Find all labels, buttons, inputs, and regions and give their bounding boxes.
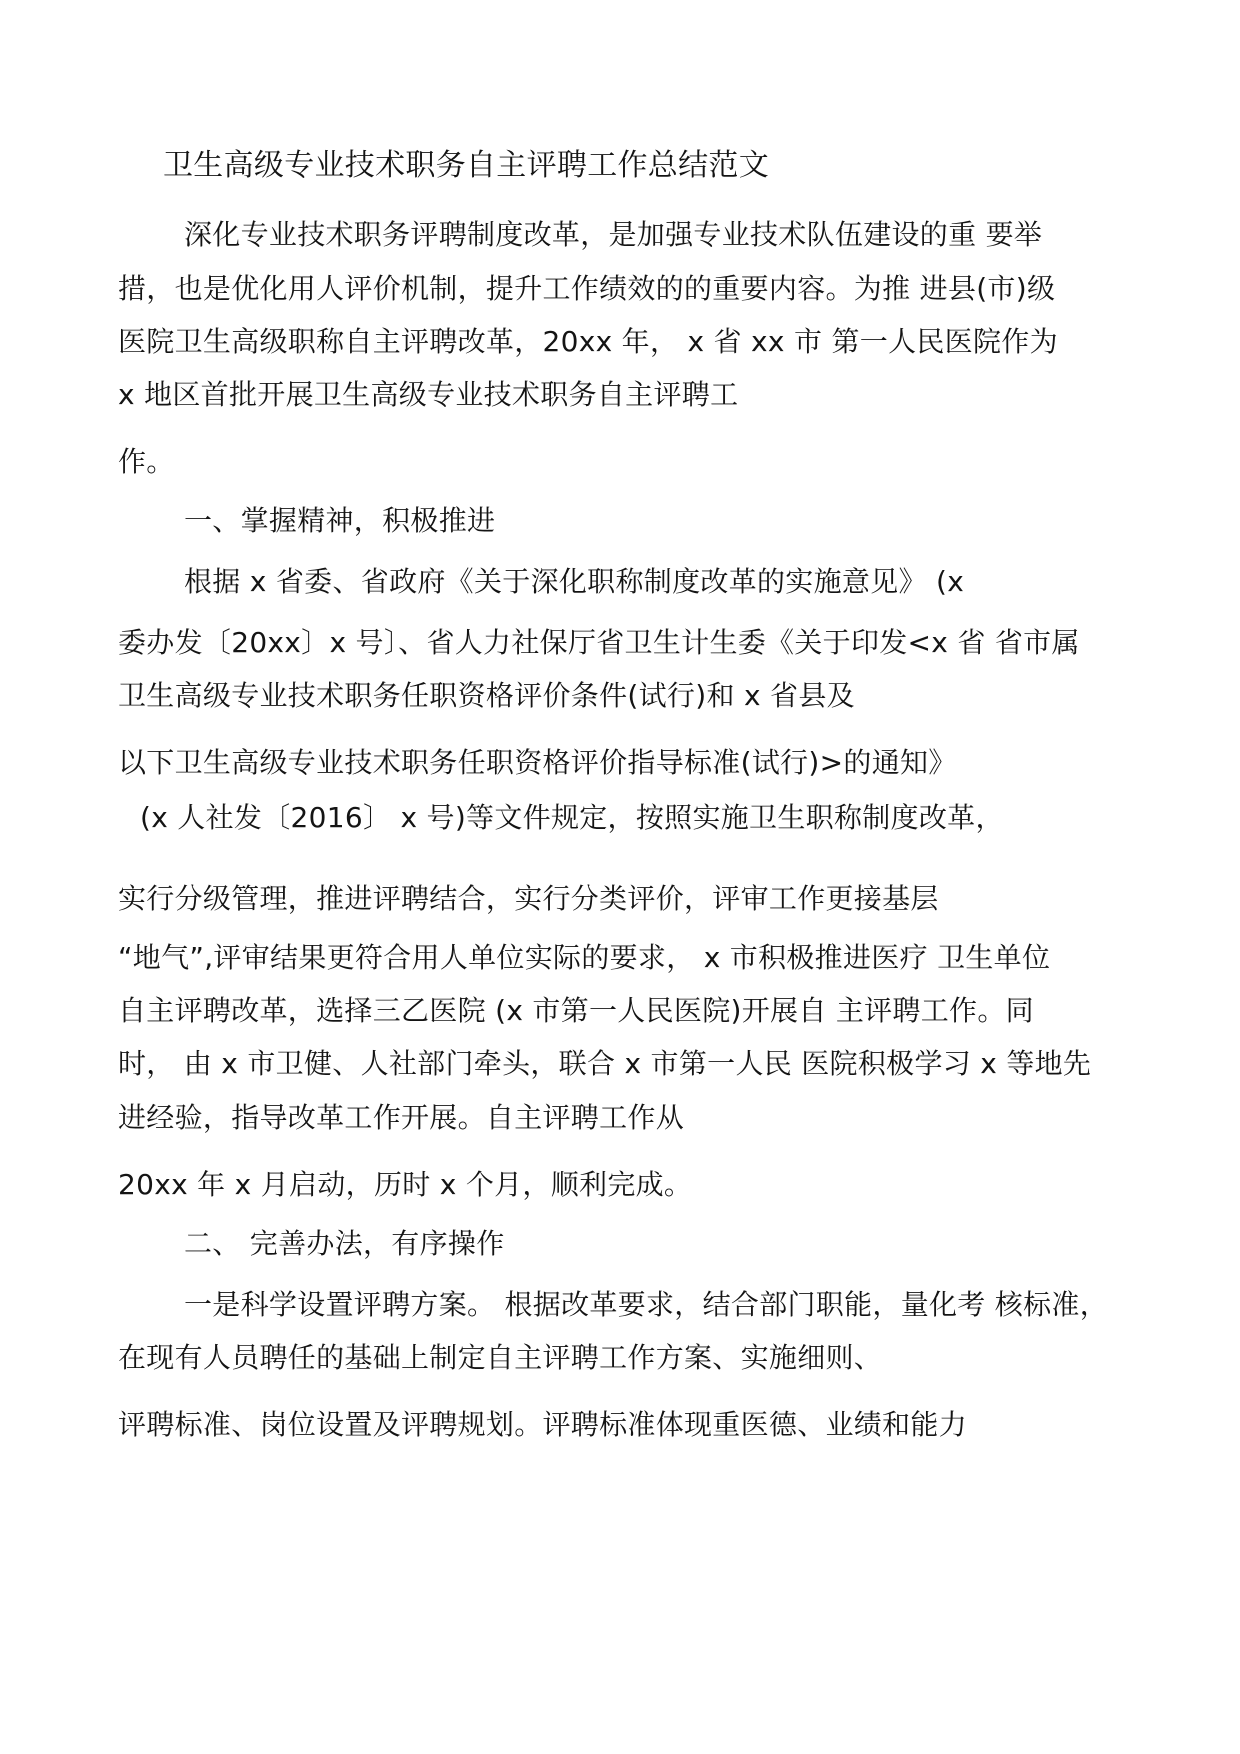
paragraph-line: 深化专业技术职务评聘制度改革，是加强专业技术队伍建设的重 要举 — [184, 218, 1043, 251]
paragraph-line: 进经验，指导改革工作开展。自主评聘工作从 — [118, 1101, 685, 1134]
paragraph-line: “地气”,评审结果更符合用人单位实际的要求， x 市积极推进医疗 卫生单位 — [118, 941, 1051, 974]
paragraph-line: 时， 由 x 市卫健、人社部门牵头，联合 x 市第一人民 医院积极学习 x 等地先 — [118, 1047, 1092, 1080]
section-heading: 二、 完善办法，有序操作 — [184, 1227, 505, 1260]
paragraph-line: 措，也是优化用人评价机制，提升工作绩效的的重要内容。为推 进县(市)级 — [118, 272, 1056, 305]
section-heading: 一、掌握精神，积极推进 — [184, 504, 496, 537]
paragraph-line: 在现有人员聘任的基础上制定自主评聘工作方案、实施细则、 — [118, 1341, 883, 1374]
paragraph-line: x 地区首批开展卫生高级专业技术职务自主评聘工 — [118, 378, 739, 411]
paragraph-line: (x 人社发〔2016〕 x 号)等文件规定，按照实施卫生职称制度改革， — [140, 801, 1004, 834]
paragraph-line: 评聘标准、岗位设置及评聘规划。评聘标准体现重医德、业绩和能力 — [118, 1408, 968, 1441]
paragraph-line: 一是科学设置评聘方案。 根据改革要求，结合部门职能，量化考 核标准， — [184, 1288, 1109, 1321]
paragraph-line: 20xx 年 x 月启动，历时 x 个月，顺利完成。 — [118, 1168, 693, 1201]
paragraph-line: 实行分级管理，推进评聘结合，实行分类评价，评审工作更接基层 — [118, 882, 939, 915]
paragraph-line: 卫生高级专业技术职务任职资格评价条件(试行)和 x 省县及 — [118, 679, 855, 712]
paragraph-line: 医院卫生高级职称自主评聘改革，20xx 年， x 省 xx 市 第一人民医院作为 — [118, 325, 1058, 358]
paragraph-line: 以下卫生高级专业技术职务任职资格评价指导标准(试行)>的通知》 — [118, 746, 957, 779]
paragraph-line: 委办发〔20xx〕x 号〕、省人力社保厅省卫生计生委《关于印发<x 省 省市属 — [118, 626, 1080, 659]
paragraph-line: 根据 x 省委、省政府《关于深化职称制度改革的实施意见》 (x — [184, 565, 965, 598]
paragraph-line: 自主评聘改革，选择三乙医院 (x 市第一人民医院)开展自 主评聘工作。同 — [118, 994, 1034, 1027]
paragraph-line: 作。 — [118, 445, 175, 478]
document-title: 卫生高级专业技术职务自主评聘工作总结范文 — [163, 148, 769, 183]
